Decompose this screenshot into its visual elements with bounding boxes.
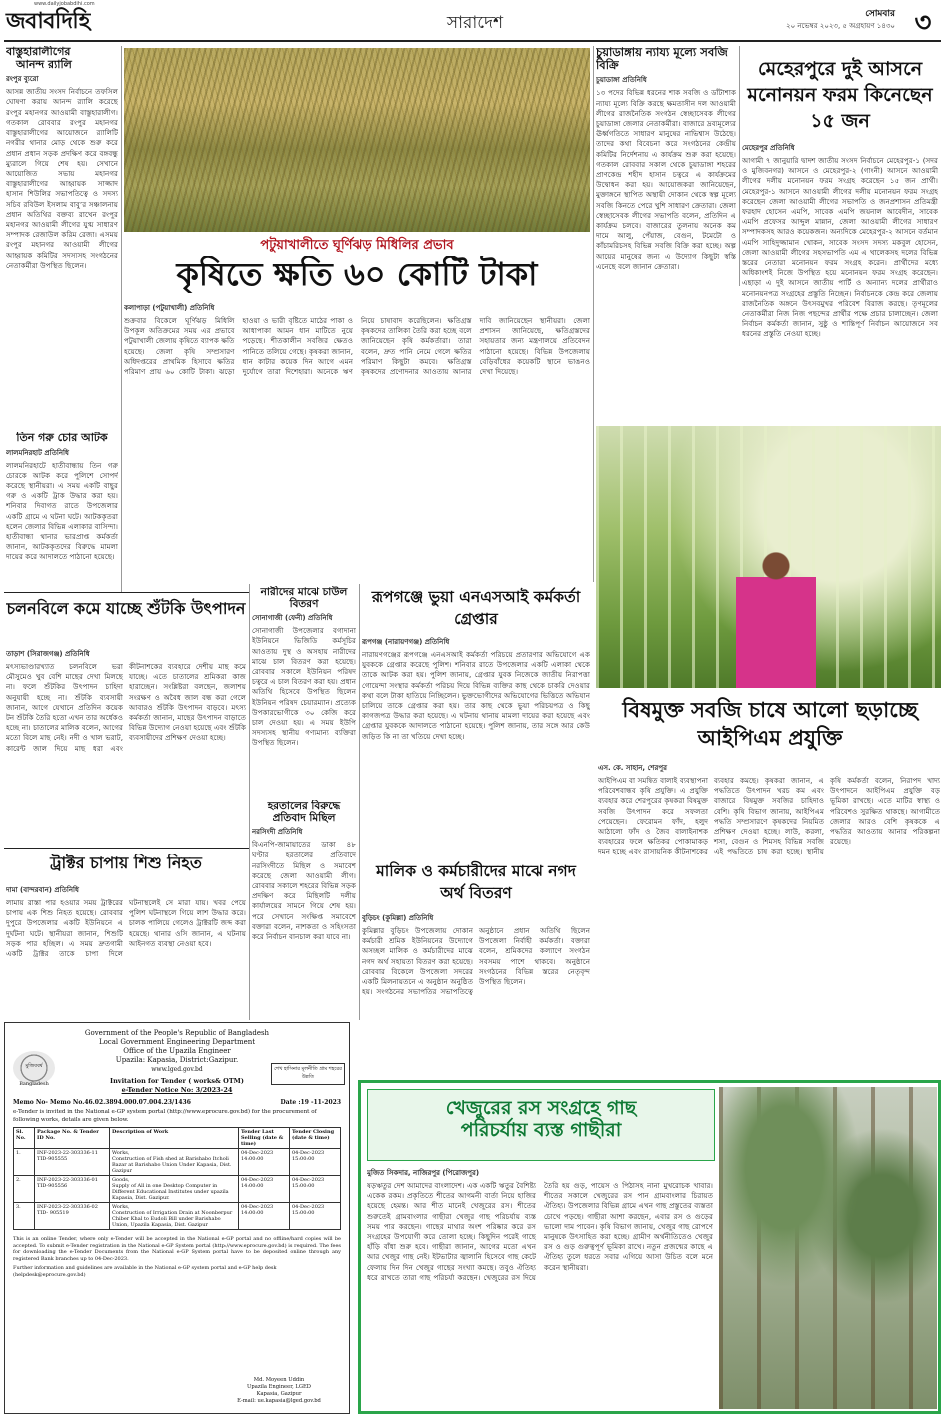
farmer-woman-figure (736, 546, 816, 688)
women-byline: সোনাগাজী (ফেনী) প্রতিনিধি (252, 614, 333, 623)
chuadanga-byline: চুয়াডাঙ্গা প্রতিনিধি (596, 76, 647, 85)
cell-sl: 2. (14, 1176, 35, 1203)
article-khejur-box (358, 1080, 941, 1414)
date-palm-photo (719, 1087, 937, 1409)
meherpur-body: আগামী ৭ জানুয়ারি দ্বাদশ জাতীয় সংসদ নির্বাচনে মেহেরপুর-১ (সদর ও মুজিবনগর) আসনে ও মেহেরপুর-২ (গাংনী) আসনে আওয়ামী লীগের দলীয় মনোনয়ন ফরম সংগ্রহ করেছেন ১৫ জন প্রার্থী। মেহেরপুর-১ আসনে আওয়ামী লীগের দলীয় মনোনয়ন ফরম সংগ্রহ করেছেন জেলা আওয়ামী লীগের সভাপতি ও জনপ্রশাসন প্রতিমন্ত্রী ফরহাদ হোসেন এমপি, সাবেক এমপি জয়নাল আবেদীন, সাবেক এমপি প্রফেসর আব্দুল মান্নান, জেলা আওয়ামী লীগের সাধারণ সম্পাদকসহ আরও কয়েকজন। অন্যদিকে মেহেরপুর-২ আসনে বর্তমান এমপি সাহিদুজ্জামান খোকন, সাবেক সংসদ সদস্য মকবুল হোসেন, জেলা আওয়ামী লীগের সহসভাপতি এম এ খালেকসহ দলের বিভিন্ন স্তরের নেতারা মনোনয়ন ফরম সংগ্রহ করেন। প্রার্থীদের মধ্যে অধিকাংশই নিজে উপস্থিত হয়ে মনোনয়ন ফরম সংগ্রহ করেছেন। এছাড়া এ দুই আসনে জাতীয় পার্টি ও অন্যান্য দলের প্রার্থীরাও মনোনয়নপত্র সংগ্রহের প্রস্তুতি নিচ্ছেন। নির্বাচনকে কেন্দ্র করে জেলায় রাজনৈতিক অঙ্গনে উৎসবমুখর পরিবেশ বিরাজ করছে। তৃণমূলের নেতাকর্মীরা নিজ নিজ পছন্দের প্রার্থীর পক্ষে প্রচার চালাচ্ছেন। জেলা নির্বাচন কর্মকর্তা জানান, সুষ্ঠু ও শান্তিপূর্ণ নির্বাচন আয়োজনে সব ধরনের প্রস্তুতি নেওয়া হচ্ছে। (742, 156, 938, 339)
column-divider (593, 46, 594, 582)
tender-upazila: Upazila: Kapasia, District:Gazipur. (115, 1056, 239, 1064)
boral-headline: চলনবিলে কমে যাচ্ছে শুঁটকি উৎপাদন (6, 599, 246, 618)
rally-headline-1: বাস্তুহারালীগের (6, 46, 71, 58)
signatory-name: Md. Moyeen Uddin (253, 1377, 305, 1383)
rupganj-headline: রূপগঞ্জে ভুয়া এনএসআই কর্মকর্তা গ্রেপ্তার (371, 588, 581, 628)
khejur-headline-2: পরিচর্যায় ব্যস্ত গাছীরা (460, 1118, 622, 1141)
article-tractor (6, 882, 246, 1018)
hartal-headline: হরতালের বিরুদ্ধে প্রতিবাদ মিছিল (267, 800, 341, 825)
article-cows (6, 432, 118, 592)
tender-invitation: Invitation for Tender ( works& OTM) (110, 1077, 244, 1085)
tractor-byline: দামা (বান্দরবান) প্রতিনিধি (6, 886, 79, 894)
cell-sl: 1. (14, 1149, 35, 1176)
brand-logo: জবাবদিহি (6, 9, 90, 34)
cell-package: INF-2023-22-303336-02 TID- 905519 (35, 1203, 110, 1230)
rally-byline: রংপুর ব্যুরো (6, 75, 39, 84)
article-ipm (598, 760, 940, 1010)
ipm-body: আইপিএম বা সমন্বিত বালাই ব্যবস্থাপনা পরিবেশবান্ধব কৃষি প্রযুক্তি। এ প্রযুক্তি ব্যবহার করে শেরপুরের কৃষকরা বিষমুক্ত সবজি উৎপাদন করে সফলতা পেয়েছেন। ফেরোমন ফাঁদ, হলুদ আঠালো ফাঁদ ও জৈব বালাইনাশক ব্যবহারের ফলে ক্ষতিকর পোকামাকড় দমন হচ্ছে এবং রাসায়নিক কীটনাশকের ব্যবহার কমছে। কৃষকরা জানান, এ পদ্ধতিতে উৎপাদন খরচ কম এবং বাজারে বিষমুক্ত সবজির চাহিদাও বেশি। কৃষি বিভাগ জানায়, আইপিএম পদ্ধতি সম্প্রসারণে কৃষকদের নিয়মিত প্রশিক্ষণ দেওয়া হচ্ছে। লাউ, করলা, শসা, বেগুন ও শিমসহ বিভিন্ন সবজি এই পদ্ধতিতে চাষ করা হচ্ছে। স্থানীয় কৃষি কর্মকর্তা বলেন, নিরাপদ খাদ্য উৎপাদনে আইপিএম প্রযুক্তি বড় ভূমিকা রাখছে। এতে মাটির স্বাস্থ্য ও পরিবেশও সুরক্ষিত থাকছে। আগামীতে জেলার আরও বেশি কৃষককে এ পদ্ধতির আওতায় আনার পরিকল্পনা রয়েছে। (598, 776, 940, 857)
page-number: ৩ (914, 8, 932, 38)
rupganj-body: নারায়ণগঞ্জের রূপগঞ্জে এনএসআই কর্মকর্তা পরিচয়ে প্রতারণার অভিযোগে এক যুবককে গ্রেপ্তার করেছে পুলিশ। শনিবার রাতে উপজেলার একটি এলাকা থেকে তাকে আটক করা হয়। পুলিশ জানায়, গ্রেপ্তার যুবক নিজেকে জাতীয় নিরাপত্তা গোয়েন্দা সংস্থার কর্মকর্তা পরিচয় দিয়ে বিভিন্ন ব্যক্তির কাছ থেকে চাকরি দেওয়ার কথা বলে টাকা হাতিয়ে নিচ্ছিলেন। ভুক্তভোগীদের অভিযোগের ভিত্তিতে অভিযান চালিয়ে তাকে গ্রেপ্তার করা হয়। তার কাছ থেকে ভুয়া পরিচয়পত্র ও কিছু কাগজপত্র উদ্ধার করা হয়েছে। এ ঘটনায় থানায় মামলা দায়ের করা হয়েছে এবং গ্রেপ্তার যুবককে আদালতে পাঠানো হয়েছে। পুলিশ জানায়, তার সঙ্গে আর কেউ জড়িত কি না তা খতিয়ে দেখা হচ্ছে। (362, 650, 590, 741)
section-rule (4, 592, 250, 593)
tractor-body: লামায় রাস্তা পার হওয়ার সময় ট্রাক্টরের চাপায় এক শিশু নিহত হয়েছে। রোববার দুপুরে উপজেলার একটি ইউনিয়নে এ দুর্ঘটনা ঘটে। স্থানীয়রা জানান, শিশুটি সড়ক পার হচ্ছিল। এ সময় দ্রুতগামী একটি ট্রাক্টর তাকে চাপা দিলে ঘটনাস্থলেই সে মারা যায়। খবর পেয়ে পুলিশ ঘটনাস্থলে গিয়ে লাশ উদ্ধার করে। চালক পালিয়ে গেলেও ট্রাক্টরটি জব্দ করা হয়েছে। থানার ওসি জানান, এ ঘটনায় আইনগত ব্যবস্থা নেওয়া হবে। (6, 898, 246, 959)
cows-byline: লালমনিরহাট প্রতিনিধি (6, 448, 69, 457)
vegetable-farm-photo (596, 426, 941, 688)
cell-description: Works, Construction of Fish shed at Barishabo Itcholi Bazar at Barishabo Union Under Kapasia, Dist. Gazipur (110, 1149, 239, 1176)
article-rally (6, 46, 118, 430)
khejur-headline-box (367, 1089, 715, 1161)
signatory-email[interactable]: E-mail: ue.kapasia@lged.gov.bd (237, 1398, 321, 1404)
hartal-body: বিএনপি-জামায়াতের ডাকা ৪৮ ঘণ্টার হরতালের প্রতিবাদে নরসিংদীতে মিছিল ও সমাবেশ করেছে জেলা আওয়ামী লীগ। রোববার সকালে শহরের বিভিন্ন সড়ক প্রদক্ষিণ করে মিছিলটি দলীয় কার্যালয়ের সামনে গিয়ে শেষ হয়। পরে সেখানে সংক্ষিপ্ত সমাবেশে বক্তারা বলেন, নাশকতা ও সহিংসতা করে নির্বাচন বানচাল করা যাবে না। (252, 840, 356, 941)
tender-notice-no: e-Tender Notice No: 3/2023-24 (121, 1086, 233, 1094)
column-divider (249, 584, 250, 1020)
article-rupganj (362, 634, 590, 850)
article-boral (6, 646, 246, 846)
ipm-headline: বিষমুক্ত সবজি চাষে আলো ছড়াচ্ছে আইপিএম প্রযুক্তি (622, 698, 918, 750)
masthead-rule (4, 40, 941, 42)
meherpur-byline: মেহেরপুর প্রতিনিধি (742, 144, 795, 152)
women-headline: নারীদের মাঝে চাউল বিতরণ (260, 586, 348, 611)
meherpur-headline: মেহেরপুরে দুই আসনে মনোনয়ন ফরম কিনেছেন ১৫ জন (747, 58, 933, 132)
tender-footnote-2: Further information and guidelines are available in the National e-GP system portal and e-GP help desk (helpdesk@eprocure.gov.bd) (13, 1265, 277, 1278)
cows-body: লালমনিরহাটে হাতীবান্ধায় তিন গরু চোরকে আটক করে পুলিশে সোপর্দ করেছে স্থানীয়রা। এ সময় একটি বাছুর গরু ও একটি ট্রাক উদ্ধার করা হয়। শনিবার দিবাগত রাতে উপজেলার একটি গ্রামে এ ঘটনা ঘটে। আটককৃতরা হলেন জেলার বিভিন্ন এলাকার বাসিন্দা। হাতীবান্ধা থানার ভারপ্রাপ্ত কর্মকর্তা জানান, আটককৃতদের বিরুদ্ধে মামলা দায়ের করে আদালতে পাঠানো হয়েছে। (6, 460, 118, 562)
ipm-byline: এস. কে. সাহান, শেরপুর (598, 764, 667, 772)
col-closing: Tender Closing (date & time) (290, 1128, 341, 1149)
article-owners (362, 910, 590, 1020)
women-body: সোনাগাজী উপজেলার বগাদানা ইউনিয়নে ভিজিডি কর্মসূচির আওতায় দুস্থ ও অসহায় নারীদের মাঝে চাল বিতরণ করা হয়েছে। রোববার সকালে ইউনিয়ন পরিষদ চত্বরে এ চাল বিতরণ করা হয়। প্রধান অতিথি হিসেবে উপস্থিত ছিলেন ইউনিয়ন পরিষদ চেয়ারম্যান। প্রত্যেক উপকারভোগীকে ৩০ কেজি করে চাল দেওয়া হয়। এ সময় ইউপি সদস্যসহ স্থানীয় গণ্যমান্য ব্যক্তিরা উপস্থিত ছিলেন। (252, 626, 356, 748)
cell-selling: 04-Dec-2023 14:00:00 (239, 1149, 290, 1176)
article-lead (124, 300, 590, 578)
masthead (0, 0, 945, 42)
col-selling: Tender Last Selling (date & time) (239, 1128, 290, 1149)
tender-table (13, 1127, 341, 1230)
article-meherpur (742, 140, 938, 422)
khejur-headline-1: খেজুরের রস সংগ্রহে গাছ (445, 1097, 637, 1119)
cows-headline: তিন গরু চোর আটক (16, 432, 108, 444)
article-hartal (252, 800, 356, 1018)
cell-closing: 04-Dec-2023 15:00:00 (290, 1203, 341, 1230)
issue-day: সোমবার (865, 9, 895, 19)
cell-package: INF-2023-22-303336-01 TID-905556 (35, 1176, 110, 1203)
column-divider (121, 46, 122, 592)
signatory-title: Upazila Engineer, LGED (247, 1384, 311, 1390)
col-package: Package No. & Tender ID No. (35, 1128, 110, 1149)
owners-byline: বুড়িচং (কুমিল্লা) প্রতিনিধি (362, 914, 434, 922)
issue-date: ২০ নভেম্বর ২০২৩, ৫ অগ্রহায়ণ ১৪৩০ (786, 22, 895, 30)
tender-dept: Local Government Engineering Department (98, 1038, 256, 1046)
tractor-headline: ট্রাক্টর চাপায় শিশু নিহত (50, 854, 202, 872)
section-title: সারাদেশ (446, 13, 504, 33)
logo-country: Bangladesh (19, 1081, 49, 1087)
table-row (14, 1176, 341, 1203)
rupganj-byline: রূপগঞ্জ (নারায়ণগঞ্জ) প্রতিনিধি (362, 638, 450, 646)
rally-body: আসন্ন জাতীয় সংসদ নির্বাচনে তফসিল ঘোষণা করায় আনন্দ র‍্যালি করেছে রংপুর মহানগর আওয়ামী বাস্তুহারালীগ। গতকাল রোববার রংপুর মহানগর বাস্তুহারালীগের আয়োজনে র‍্যালিটি নগরীর থানার মোড় থেকে শুরু করে প্রধান প্রধান সড়ক প্রদক্ষিণ করে বঙ্গবন্ধু ম্যুরালে গিয়ে শেষ হয়। সেখানে আয়োজিত সভায় মহানগর বাস্তুহারালীগের আহ্বায়ক সাজ্জাদ হাসান শিউলির সভাপতিত্বে ও সদস্য সচিব রবিউল ইসলাম বাবু’র সঞ্চালনায় প্রধান অতিথির বক্তব্য রাখেন রংপুর মহানগর আওয়ামী লীগের যুগ্ম সাধারণ সম্পাদক রেজাউল করিম রেজা। এসময় রংপুর মহানগর আওয়ামী লীগের আহ্বায়ক কমিটির সদস্যসহ সংগঠনের নেতাকর্মীরা উপস্থিত ছিলেন। (6, 87, 118, 270)
column-divider (739, 46, 740, 286)
lead-headline: কৃষিতে ক্ষতি ৬০ কোটি টাকা (176, 256, 538, 293)
cell-selling: 04-Dec-2023 14:00:00 (239, 1176, 290, 1203)
cell-closing: 04-Dec-2023 15:00:00 (290, 1149, 341, 1176)
cell-closing: 04-Dec-2023 15:00:00 (290, 1176, 341, 1203)
cell-sl: 3. (14, 1203, 35, 1230)
owners-body: কুমিল্লার বুড়িচং উপজেলায় দোকান কর্মচারী শ্রমিক ইউনিয়নের উদ্যোগে অসচ্ছল মালিক ও কর্মচারীদের মাঝে নগদ অর্থ সহায়তা বিতরণ করা হয়েছে। রোববার বিকেলে উপজেলা সদরের একটি মিলনায়তনে এ অনুষ্ঠান অনুষ্ঠিত হয়। সংগঠনের সভাপতির সভাপতিত্বে অনুষ্ঠানে প্রধান অতিথি ছিলেন উপজেলা নির্বাহী কর্মকর্তা। বক্তারা বলেন, শ্রমিকদের কল্যাণে সংগঠন সবসময় পাশে থাকবে। অনুষ্ঠানে সংগঠনের বিভিন্ন স্তরের নেতৃবৃন্দ উপস্থিত ছিলেন। (362, 926, 590, 997)
owners-headline: মালিক ও কর্মচারীদের মাঝে নগদ অর্থ বিতরণ (376, 862, 576, 902)
table-row (14, 1203, 341, 1230)
paddy-field-photo (124, 48, 590, 232)
column-divider (359, 584, 360, 1020)
lead-body: শুক্রবার বিকেলে ঘূর্ণিঝড় মিধিলি উপকূল অতিক্রমের সময় এর প্রভাবে পটুয়াখালী জেলায় কৃষিতে ব্যাপক ক্ষতি হয়েছে। জেলা কৃষি সম্প্রসারণ অধিদপ্তরের প্রাথমিক হিসাবে ক্ষতির পরিমাণ প্রায় ৬০ কোটি টাকা। ঝড়ো হাওয়া ও ভারী বৃষ্টিতে মাঠের পাকা ও আধাপাকা আমন ধান মাটিতে নুয়ে পড়েছে। শীতকালীন সবজির ক্ষেতও পানিতে তলিয়ে গেছে। কৃষকরা জানান, ধান কাটার কয়েক দিন আগে এমন দুর্যোগে তারা দিশেহারা। অনেকে ঋণ নিয়ে চাষাবাদ করেছিলেন। ক্ষতিগ্রস্ত কৃষকদের তালিকা তৈরি করা হচ্ছে বলে জানিয়েছেন কৃষি কর্মকর্তারা। তারা বলেন, দ্রুত পানি নেমে গেলে ক্ষতির পরিমাণ কিছুটা কমবে। ক্ষতিগ্রস্ত কৃষকদের প্রণোদনার আওতায় আনার দাবি জানিয়েছেন স্থানীয়রা। জেলা প্রশাসন জানিয়েছে, ক্ষতিগ্রস্তদের সহায়তার জন্য মন্ত্রণালয়ে প্রতিবেদন পাঠানো হয়েছে। বিভিন্ন উপজেলায় বেড়িবাঁধের কয়েকটি স্থানে ভাঙনও দেখা দিয়েছে। (124, 316, 590, 377)
tender-footnote-1: This is an online Tender, where only e-Tender will be accepted in the National e-GP portal and no offline/hard copies will be accepted. To submit e-Tender registration in the National e-GP System portal (http://www.eprocure.gov.bd) is required. The fees for downloading the e-Tender Documents from the National e-GP System portal have to be deposited online through any registered Bank branches up to 04-Dec-2023. (13, 1236, 341, 1262)
tender-memo: Memo No- Memo No.46.02.3894.000.07.004.23/1436 (13, 1099, 191, 1106)
rally-headline-2: আনন্দ র‍্যালি (16, 57, 72, 71)
chuadanga-headline: চুয়াডাঙ্গায় ন্যায্য মূল্যে সবজি বিক্রি (596, 46, 728, 73)
logo-text: মুজিববর্ষ (25, 1063, 43, 1069)
hartal-byline: নরসিংদী প্রতিনিধি (252, 828, 303, 837)
site-url[interactable]: www.dailyjobabdihi.com (34, 1, 95, 7)
government-logo (13, 1051, 55, 1085)
khejur-byline: মুজিত সিকদার, নাজিরপুর (পিরোজপুর) (367, 1169, 480, 1177)
chuadanga-body: ১৩ পদের বিভিন্ন ধরনের শাক সবজি ও ডাঁটাশাক ন্যায্য মূল্যে বিক্রি করছে ক্ষমতাসীন দল আওয়ামী লীগের রাজনৈতিক সংগঠন স্বেচ্ছাসেবক লীগের চুয়াডাঙ্গা জেলার নেতাকর্মীরা। বাজারে দ্রব্যমূল্যের ঊর্ধ্বগতিতে সাধারণ মানুষের নাভিশ্বাস উঠেছে। তাদের কথা বিবেচনা করে সংগঠনের কেন্দ্রীয় কমিটির নির্দেশনায় এ কার্যক্রম শুরু করা হয়েছে। গতকাল রোববার সকাল থেকে চুয়াডাঙ্গা শহরের প্রাণকেন্দ্র শহীদ হাসান চত্বরে এ কার্যক্রমের উদ্বোধন করা হয়। আয়োজকরা জানিয়েছেন, মুক্তাঙ্গনে স্থাপিত অস্থায়ী দোকান থেকে স্বল্প মূল্যে সবজি কিনতে পেরে খুশি সাধারণ ক্রেতারা। জেলা স্বেচ্ছাসেবক লীগের সভাপতি বলেন, প্রতিদিন এ কার্যক্রম চলবে। বাজারের তুলনায় অনেক কম দামে আলু, পেঁয়াজ, বেগুন, টমেটো ও কাঁচামরিচসহ বিভিন্ন সবজি বিক্রি করা হচ্ছে। অল্প আয়ের মানুষের জন্য এ উদ্যোগ কিছুটা স্বস্তি এনেছে বলে জানান ক্রেতারা। (596, 88, 736, 271)
col-description: Description of Work (110, 1128, 239, 1149)
tender-office: Office of the Upazila Engineer (123, 1047, 231, 1055)
col-sl: Sl. No. (14, 1128, 35, 1149)
boral-byline: তাড়াশ (সিরাজগঞ্জ) প্রতিনিধি (6, 650, 90, 658)
tender-intro: e-Tender is invited in the National e-GP system portal (http://www.eprocure.gov.bd) for the procurement of following works, details are given below. (13, 1109, 317, 1123)
tender-gov: Government of the People's Republic of Bangladesh (84, 1029, 270, 1037)
lead-kicker: পটুয়াখালীতে ঘূর্ণিঝড় মিধিলির প্রভাব (260, 238, 454, 253)
table-row (14, 1149, 341, 1176)
boral-body: মৎস্যভাণ্ডারখ্যাত চলনবিলে ভরা মৌসুমেও খুব বেশি মাছের দেখা মিলছে না। ফলে শুঁটকির উৎপাদন চাহিদা অনুযায়ী হচ্ছে না। শুঁটকি ব্যবসায়ী জানান, আগে যেখানে প্রতিদিন কয়েক টন শুঁটকি তৈরি হতো এখন তার অর্ধেকও হচ্ছে না। চাতালের মালিক বলেন, আগের মতো বিলে মাছ নেই। নদী ও খাল ভরাট, কারেন্ট জাল দিয়ে মাছ ধরা এবং কীটনাশকের ব্যবহারে দেশীয় মাছ কমে যাচ্ছে। এতে চাতালের শ্রমিকরা কাজ হারাচ্ছেন। সংশ্লিষ্টরা বলছেন, জলাশয় সংরক্ষণ ও অবৈধ জাল বন্ধ করা গেলে আবারও শুঁটকি উৎপাদন বাড়বে। মৎস্য কর্মকর্তা জানান, মাছের উৎপাদন বাড়াতে বিভিন্ন উদ্যোগ নেওয়া হয়েছে এবং শুঁটকি ব্যবসায়ীদের প্রশিক্ষণ দেওয়া হচ্ছে। (6, 662, 246, 753)
tender-notice (4, 1022, 350, 1414)
cell-selling: 04-Dec-2023 14:00:00 (239, 1203, 290, 1230)
cell-package: INF-2023-22-303336-11 TID-905555 (35, 1149, 110, 1176)
khejur-text (367, 1165, 713, 1409)
article-women (252, 586, 356, 798)
slogan-box: শেখ হাসিনার মূলনীতি গ্রাম শহরের উন্নতি (271, 1063, 345, 1085)
cell-description: Goods, Supply of All in one Desktop Computer in Different Educational Institutes under upazila Kapasia, Dist. Gazipur. (110, 1176, 239, 1203)
section-rule (4, 848, 250, 849)
signatory-place: Kapasia, Gazipur (256, 1391, 302, 1397)
tender-website[interactable]: www.lged.gov.bd (151, 1066, 203, 1073)
khejur-body: ষড়ঋতুর দেশ আমাদের বাংলাদেশ। এক একটি ঋতুর বৈশিষ্ট্য একেক রকম। প্রকৃতিতে শীতের আগমনী বার্তা নিয়ে হাজির হয়েছে হেমন্ত। আর শীত মানেই খেজুরের রস। শীতের শুরুতেই গ্রামবাংলার গাছীরা খেজুর গাছ পরিচর্যায় ব্যস্ত সময় পার করছেন। গাছের মাথার অংশ পরিষ্কার করে রস সংগ্রহের উপযোগী করে তোলা হচ্ছে। কিছুদিন পরেই গাছে হাঁড়ি বাঁধা শুরু হবে। গাছীরা জানান, আগের মতো এখন আর খেজুর গাছ নেই। ইটভাটার জ্বালানি হিসেবে গাছ কেটে ফেলায় দিন দিন খেজুর গাছের সংখ্যা কমছে। তবুও ঐতিহ্য ধরে রাখতে তারা গাছ পরিচর্যা করছেন। খেজুরের রস দিয়ে তৈরি হয় গুড়, পায়েস ও পিঠাসহ নানা মুখরোচক খাবার। শীতের সকালে খেজুরের রস পান গ্রামবাংলার চিরায়ত ঐতিহ্য। উপজেলার বিভিন্ন গ্রামে এখন গাছ প্রস্তুতের ব্যস্ততা চোখে পড়ছে। গাছীরা আশা করছেন, এবার রস ও গুড়ের ভালো দাম পাবেন। কৃষি বিভাগ জানায়, খেজুর গাছ রোপণে মানুষকে উৎসাহিত করা হচ্ছে। গ্রামীণ অর্থনীতিতেও খেজুর রস ও গুড় গুরুত্বপূর্ণ ভূমিকা রাখে। নতুন প্রজন্মের কাছে এ ঐতিহ্য তুলে ধরতে সবার এগিয়ে আসা উচিত বলে মনে করেন স্থানীয়রা। (367, 1181, 713, 1282)
cell-description: Works, Construction of Irrigation Drain at Noonberpur Chiber Khal to Eudoli Bill under Barishabo Union, Upazila Kapasia, Dist. Gazipur (110, 1203, 239, 1230)
lead-byline: কলাপাড়া (পটুয়াখালী) প্রতিনিধি (124, 304, 215, 312)
tender-date: Date :19 -11-2023 (280, 1099, 341, 1106)
